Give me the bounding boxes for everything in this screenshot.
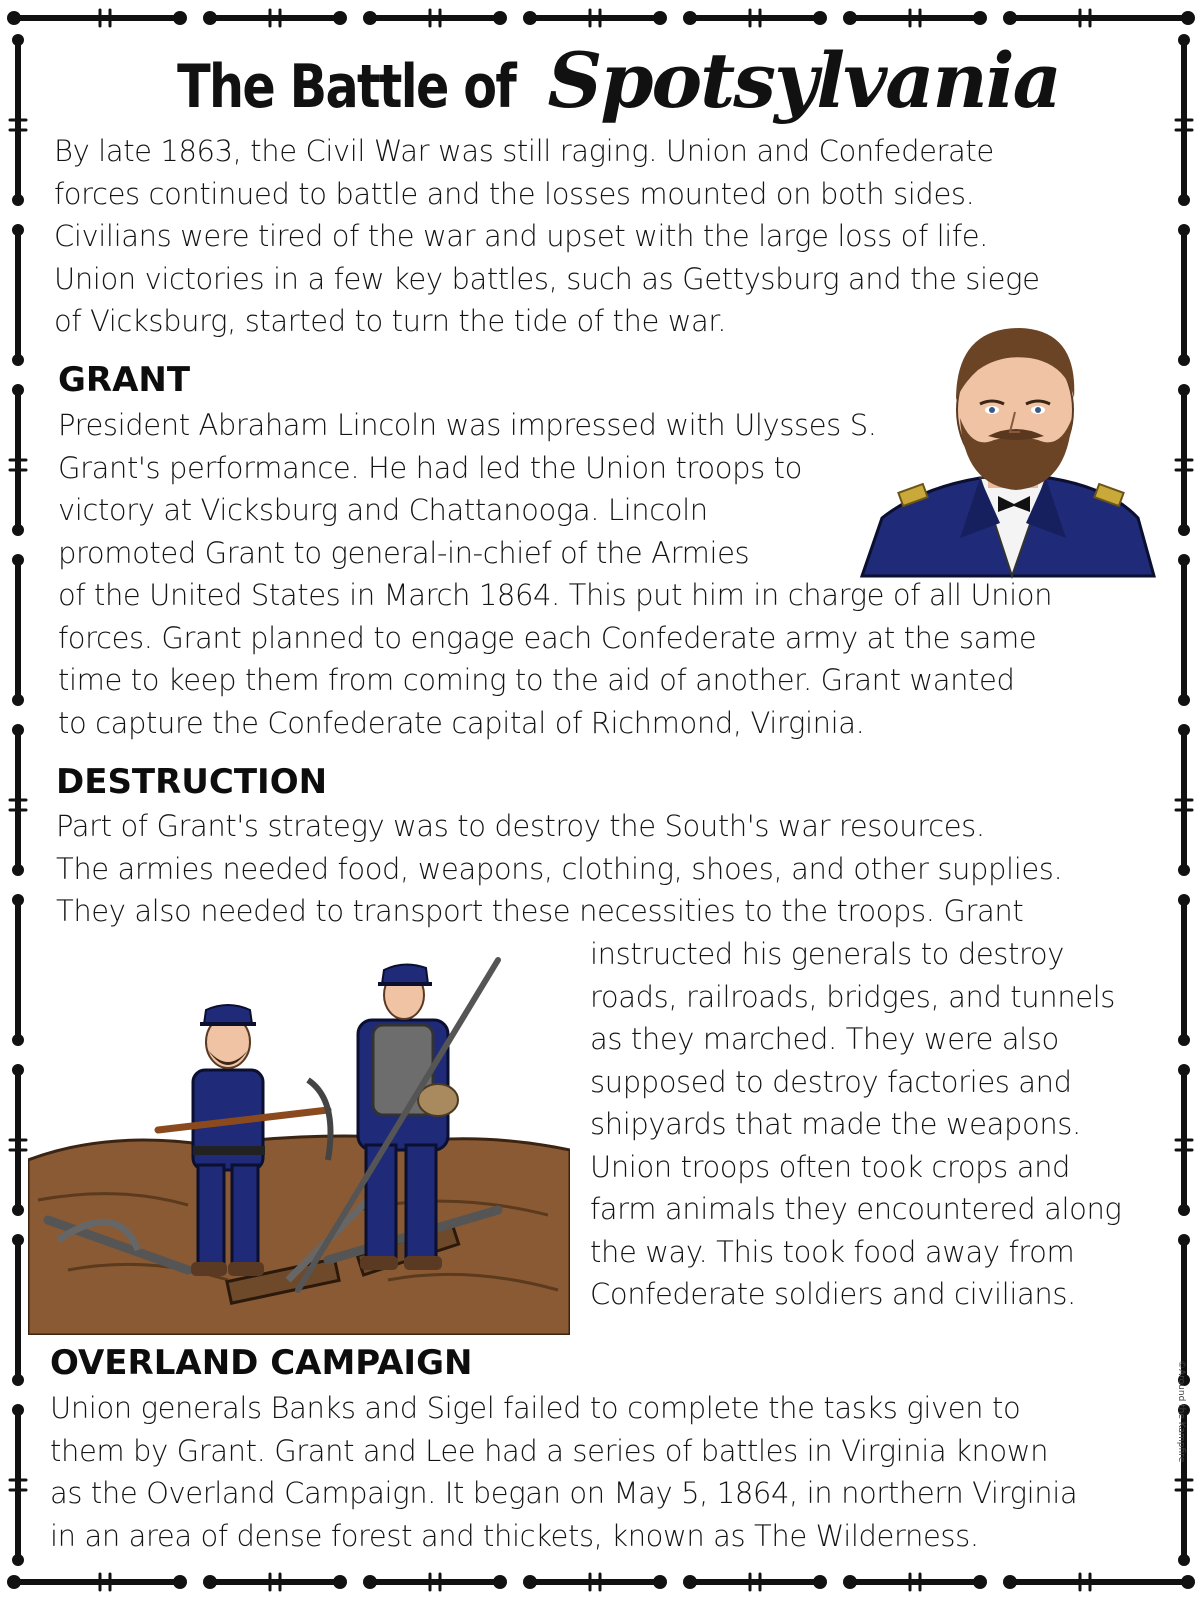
page-title	[0, 36, 1200, 125]
grant-portrait-icon	[860, 318, 1160, 580]
grant-line: forces. Grant planned to engage each Confederate army at the same	[58, 620, 1037, 655]
destruction-side-line: farm animals they encountered along	[590, 1192, 1122, 1226]
grant-line: of the United States in March 1864. This put him in charge of all Union	[58, 578, 1053, 612]
destruction-heading: DESTRUCTION	[56, 762, 328, 802]
title-plain: The Battle of	[177, 52, 516, 122]
grant-line: promoted Grant to general-in-chief of the Armies	[58, 535, 750, 570]
intro-line: Union victories in a few key battles, such as Gettysburg and the siege	[54, 261, 1040, 296]
grant-line: time to keep them from coming to the aid of another. Grant wanted	[58, 663, 1015, 697]
grant-line: victory at Vicksburg and Chattanooga. Lincoln	[58, 493, 708, 527]
destruction-line: They also needed to transport these necessities to the troops. Grant	[56, 894, 1024, 928]
overland-line: them by Grant. Grant and Lee had a series of battles in Virginia known	[50, 1433, 1049, 1468]
union-soldiers-destroying-railroad-icon	[28, 950, 570, 1335]
grant-line: to capture the Confederate capital of Richmond, Virginia.	[58, 705, 865, 740]
intro-paragraph	[54, 130, 1040, 343]
grant-line: President Abraham Lincoln was impressed with Ulysses S.	[58, 408, 877, 442]
destruction-line: The armies needed food, weapons, clothing, shoes, and other supplies.	[56, 851, 1063, 886]
destruction-side-line: Confederate soldiers and civilians.	[590, 1277, 1076, 1311]
intro-line: Civilians were tired of the war and upset with the large loss of life.	[54, 219, 988, 253]
overland-line: in an area of dense forest and thickets, known as The Wilderness.	[50, 1518, 979, 1553]
intro-line: By late 1863, the Civil War was still raging. Union and Confederate	[54, 134, 994, 168]
grant-heading: GRANT	[58, 360, 191, 400]
overland-line: Union generals Banks and Sigel failed to complete the tasks given to	[50, 1391, 1021, 1425]
overland-paragraph	[50, 1387, 1077, 1557]
destruction-side-line: Union troops often took crops and	[590, 1149, 1071, 1184]
destruction-side-line: instructed his generals to destroy	[590, 937, 1064, 971]
destruction-side-line: shipyards that made the weapons.	[590, 1107, 1081, 1141]
intro-line: forces continued to battle and the losses mounted on both sides.	[54, 176, 975, 211]
credit-text: ©Around the Kampfire	[1176, 1360, 1186, 1463]
intro-line: of Vicksburg, started to turn the tide of the war.	[54, 304, 727, 338]
destruction-side-line: supposed to destroy factories and	[590, 1064, 1072, 1099]
overland-line: as the Overland Campaign. It began on May 5, 1864, in northern Virginia	[50, 1476, 1078, 1510]
destruction-side-line: roads, railroads, bridges, and tunnels	[590, 979, 1115, 1014]
overland-heading: OVERLAND CAMPAIGN	[50, 1343, 473, 1383]
destruction-side-line: as they marched. They were also	[590, 1022, 1059, 1056]
title-script: Spotsylvania	[547, 36, 1060, 125]
destruction-paragraph	[56, 805, 1062, 933]
grant-line: Grant's performance. He had led the Union troops to	[58, 450, 802, 485]
destruction-side-paragraph	[590, 933, 1121, 1316]
destruction-side-line: the way. This took food away from	[590, 1234, 1075, 1269]
destruction-line: Part of Grant's strategy was to destroy the South's war resources.	[56, 809, 985, 843]
